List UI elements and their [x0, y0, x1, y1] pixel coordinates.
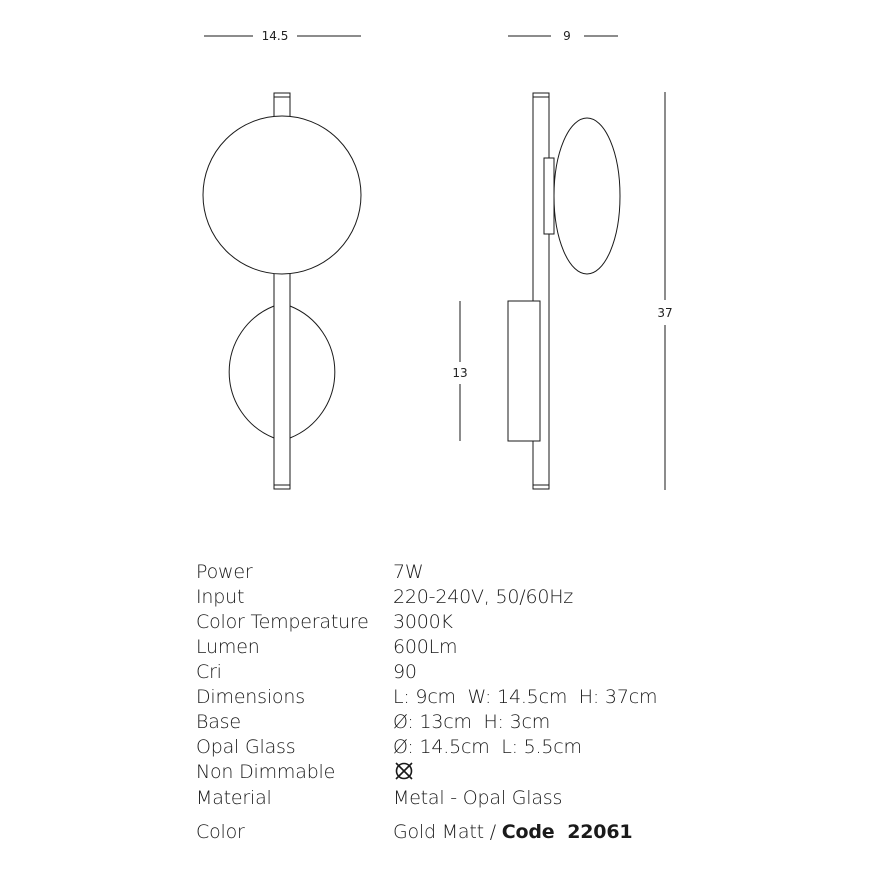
opal-glass-globe: [203, 116, 361, 274]
spec-label: Color Temperature: [196, 611, 369, 633]
spec-label: Color: [196, 821, 245, 843]
spec-label: Dimensions: [196, 686, 305, 708]
spec-label: Cri: [196, 661, 222, 683]
spec-value: 220-240V, 50/60Hz: [393, 586, 574, 608]
color-value: Gold Matt /: [393, 821, 496, 843]
height-dim-label: 37: [657, 306, 673, 320]
spec-value: Metal - Opal Glass: [393, 787, 563, 809]
spec-value: Ø: 14.5cm L: 5.5cm: [393, 736, 582, 758]
spec-value: 90: [393, 661, 417, 683]
depth-dim-label: 9: [563, 29, 571, 43]
spec-value: L: 9cm W: 14.5cm H: 37cm: [393, 686, 658, 708]
spec-label: Power: [196, 561, 253, 583]
width-dim-label: 14.5: [261, 29, 289, 43]
spec-value: [393, 820, 632, 844]
spec-label: Non Dimmable: [196, 761, 336, 783]
base-dim-label: 13: [452, 366, 468, 380]
spec-value: [393, 760, 415, 784]
non-dimmable-icon: [393, 760, 415, 782]
spec-label: Input: [196, 586, 245, 608]
base-disc-right: [290, 306, 335, 438]
spec-label: Base: [196, 711, 241, 733]
spec-value: 600Lm: [393, 636, 458, 658]
side-glass-disc: [554, 118, 620, 274]
spec-label: Material: [196, 787, 272, 809]
side-base-block: [508, 301, 540, 441]
spec-label: Lumen: [196, 636, 260, 658]
side-glass-mount: [544, 158, 554, 234]
spec-value: 3000K: [393, 611, 453, 633]
spec-label: Opal Glass: [196, 736, 296, 758]
side-view: [508, 93, 620, 489]
spec-value: Ø: 13cm H: 3cm: [393, 711, 551, 733]
base-disc-left: [229, 306, 274, 438]
product-code: Code 22061: [501, 821, 633, 843]
spec-value: 7W: [393, 561, 424, 583]
front-view: [203, 93, 361, 489]
